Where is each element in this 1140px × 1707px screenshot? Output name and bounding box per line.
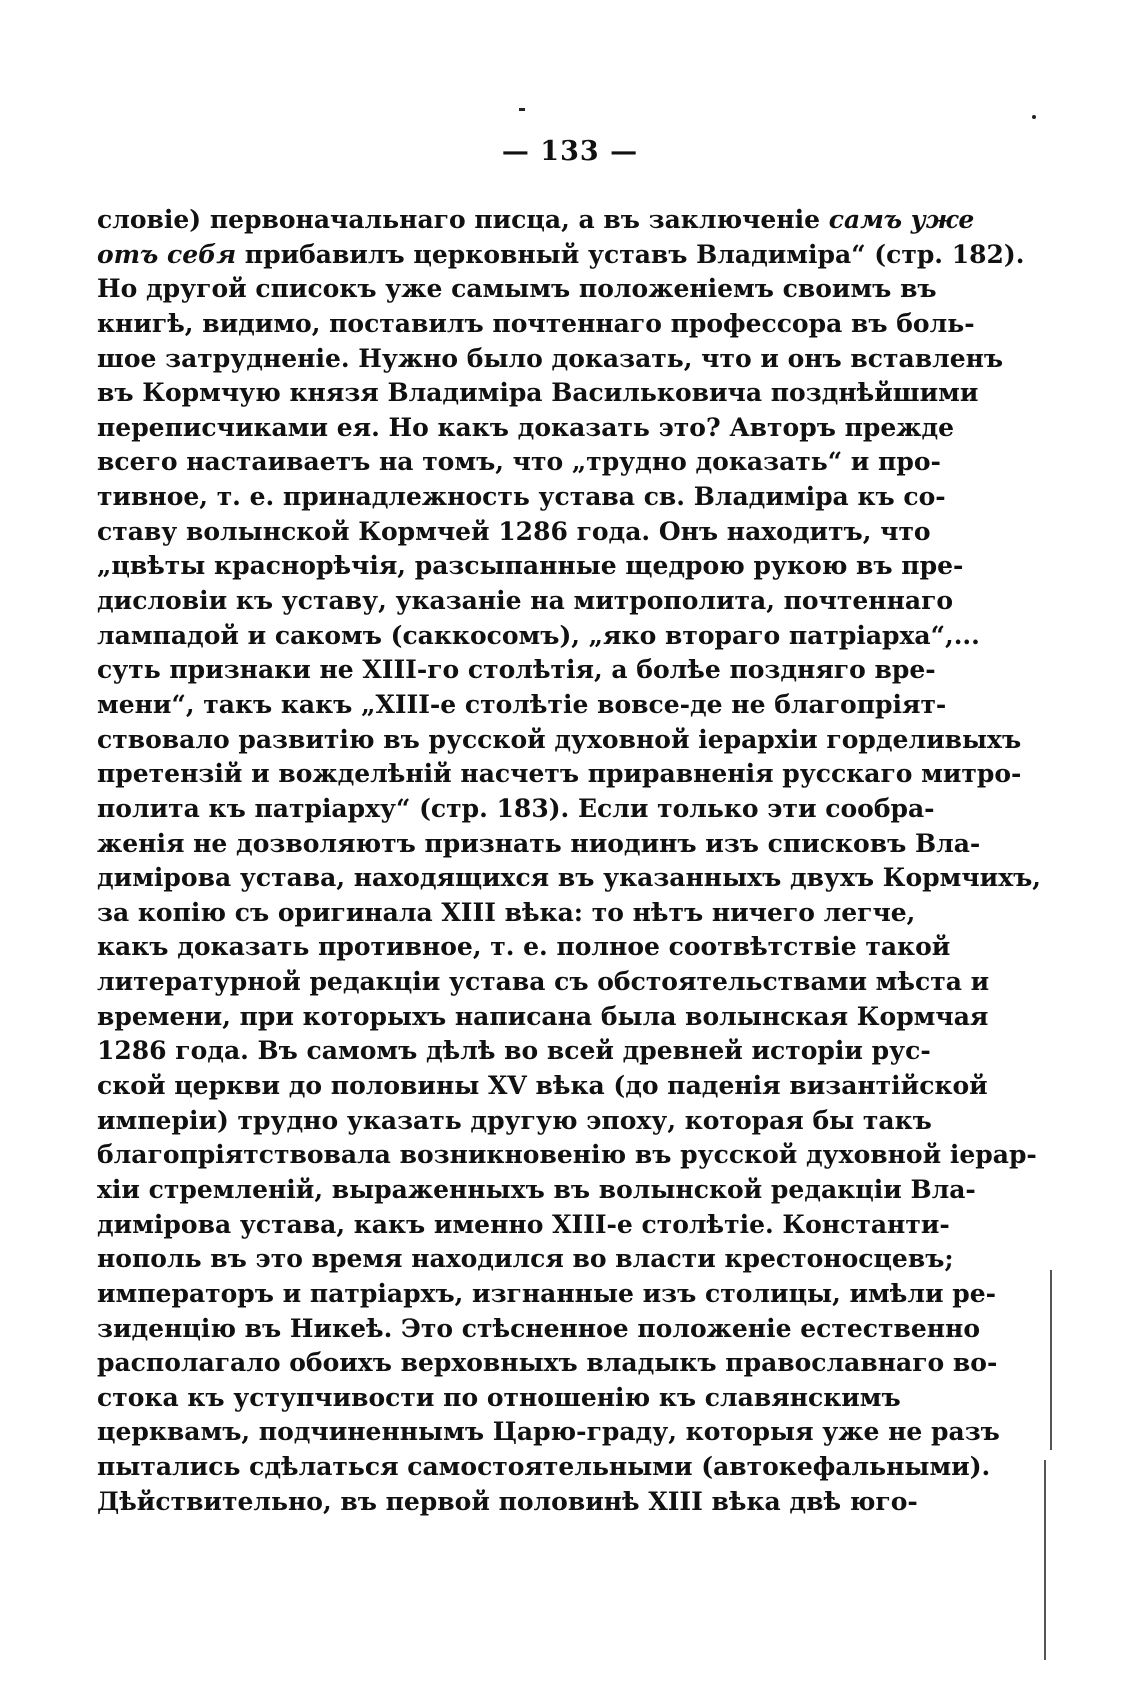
text-line [97,307,975,342]
text-run: ставу волынской Кормчей 1286 года. Онъ находитъ, что [97,516,931,546]
text-line [97,792,935,827]
text-run: полита къ патріарху“ (стр. 183). Если только эти сообра- [97,793,935,823]
text-run: литературной редакціи устава съ обстоятельствами мѣста и [97,967,990,997]
text-line [97,1138,1037,1173]
text-run: Дѣйствительно, въ первой половинѣ XIII вѣка двѣ юго- [97,1486,918,1516]
text-run: шое затрудненіе. Нужно было доказать, что и онъ вставленъ [97,343,1004,373]
text-line [97,757,1022,792]
text-line [97,930,951,965]
text-run: стока къ уступчивости по отношенію къ славянскимъ [97,1382,901,1412]
text-run: димірова устава, находящихся въ указанныхъ двухъ Кормчихъ, [97,863,1042,893]
text-line [97,1034,931,1069]
scan-edge-line [1050,1270,1052,1450]
text-run: всего настаиваетъ на томъ, что „трудно доказать“ и про- [97,447,941,477]
italic-text: отъ себя [97,239,237,269]
text-run: суть признаки не XIII-го столѣтія, а болѣе поздняго вре- [97,655,936,685]
text-line [97,1415,1000,1450]
text-line [97,1208,950,1243]
text-run: церквамъ, подчиненнымъ Царю-граду, которыя уже не разъ [97,1417,1000,1447]
text-line [97,376,979,411]
text-run: благопріятствовала возникновенію въ русской духовной іерар- [97,1140,1037,1170]
text-run: мени“, такъ какъ „XIII-е столѣтіе вовсе-де не благопріят- [97,689,947,719]
text-line [97,480,946,515]
text-run: 1286 года. Въ самомъ дѣлѣ во всей древней исторіи рус- [97,1036,931,1066]
text-run: ствовало развитію въ русской духовной іерархіи горделивыхъ [97,724,1022,754]
text-run: лампадой и сакомъ (саккосомъ), „яко втораго патріарха“,... [97,620,980,650]
text-line [97,203,975,238]
scan-speck [519,108,525,111]
text-line [97,653,936,688]
text-line [97,272,937,307]
text-line [97,1346,998,1381]
page-number: — 133 — [501,136,639,167]
text-line [97,723,1022,758]
text-run: имперіи) трудно указать другую эпоху, которая бы такъ [97,1105,932,1135]
text-run: Но другой списокъ уже самымъ положеніемъ своимъ въ [97,274,937,304]
text-line [97,965,990,1000]
text-line [97,1069,988,1104]
text-line [97,827,981,862]
text-run: тивное, т. е. принадлежность устава св. Владиміра къ со- [97,482,946,512]
text-line [97,342,1004,377]
scan-speck [1032,115,1036,119]
text-line [97,861,1042,896]
text-run: императоръ и патріархъ, изгнанные изъ столицы, имѣли ре- [97,1278,996,1308]
text-run: зиденцію въ Никеѣ. Это стѣсненное положеніе естественно [97,1313,980,1343]
text-line [97,1450,991,1485]
text-line [97,896,916,931]
body-text [97,203,1042,1519]
text-run: „цвѣты краснорѣчія, разсыпанные щедрою рукою въ пре- [97,551,964,581]
text-run: располагало обоихъ верховныхъ владыкъ православнаго во- [97,1348,998,1378]
text-line [97,238,1025,273]
text-line [97,445,941,480]
text-line [97,411,955,446]
text-line [97,515,931,550]
text-run: ской церкви до половины XV вѣка (до паденія византійской [97,1071,988,1101]
text-run: прибавилъ церковный уставъ Владиміра“ (стр. 182). [236,239,1025,269]
text-run: въ Кормчую князя Владиміра Васильковича позднѣйшими [97,378,979,408]
text-run: какъ доказать противное, т. е. полное соотвѣтствіе такой [97,932,951,962]
text-line [97,1104,932,1139]
text-run: за копію съ оригинала XIII вѣка: то нѣтъ ничего легче, [97,897,916,927]
text-line [97,1173,976,1208]
italic-text: самъ уже [828,205,975,234]
text-run: переписчиками ея. Но какъ доказать это? Авторъ прежде [97,412,955,442]
text-run: книгѣ, видимо, поставилъ почтеннаго профессора въ боль- [97,308,975,338]
text-line [97,1312,980,1347]
text-run: димірова устава, какъ именно XIII-е столѣтіе. Константи- [97,1209,950,1239]
text-line [97,1485,918,1520]
text-line [97,1000,989,1035]
text-line [97,1381,901,1416]
scan-edge-line [1044,1460,1046,1660]
text-line [97,619,980,654]
text-run: словіе) первоначальнаго писца, а въ заключеніе [97,205,829,234]
text-line [97,688,947,723]
text-run: пытались сдѣлаться самостоятельными (автокефальными). [97,1452,991,1482]
text-line [97,584,954,619]
text-run: нополь въ это время находился во власти крестоносцевъ; [97,1244,954,1274]
text-run: времени, при которыхъ написана была волынская Кормчая [97,1001,989,1031]
text-run: претензій и вожделѣній насчетъ приравненія русскаго митро- [97,759,1022,789]
text-run: женія не дозволяютъ признать ниодинъ изъ списковъ Вла- [97,828,981,858]
text-line [97,1242,954,1277]
text-line [97,549,964,584]
text-run: дисловіи къ уставу, указаніе на митрополита, почтеннаго [97,586,954,616]
text-run: хіи стремленій, выраженныхъ въ волынской редакціи Вла- [97,1174,976,1204]
text-line [97,1277,996,1312]
